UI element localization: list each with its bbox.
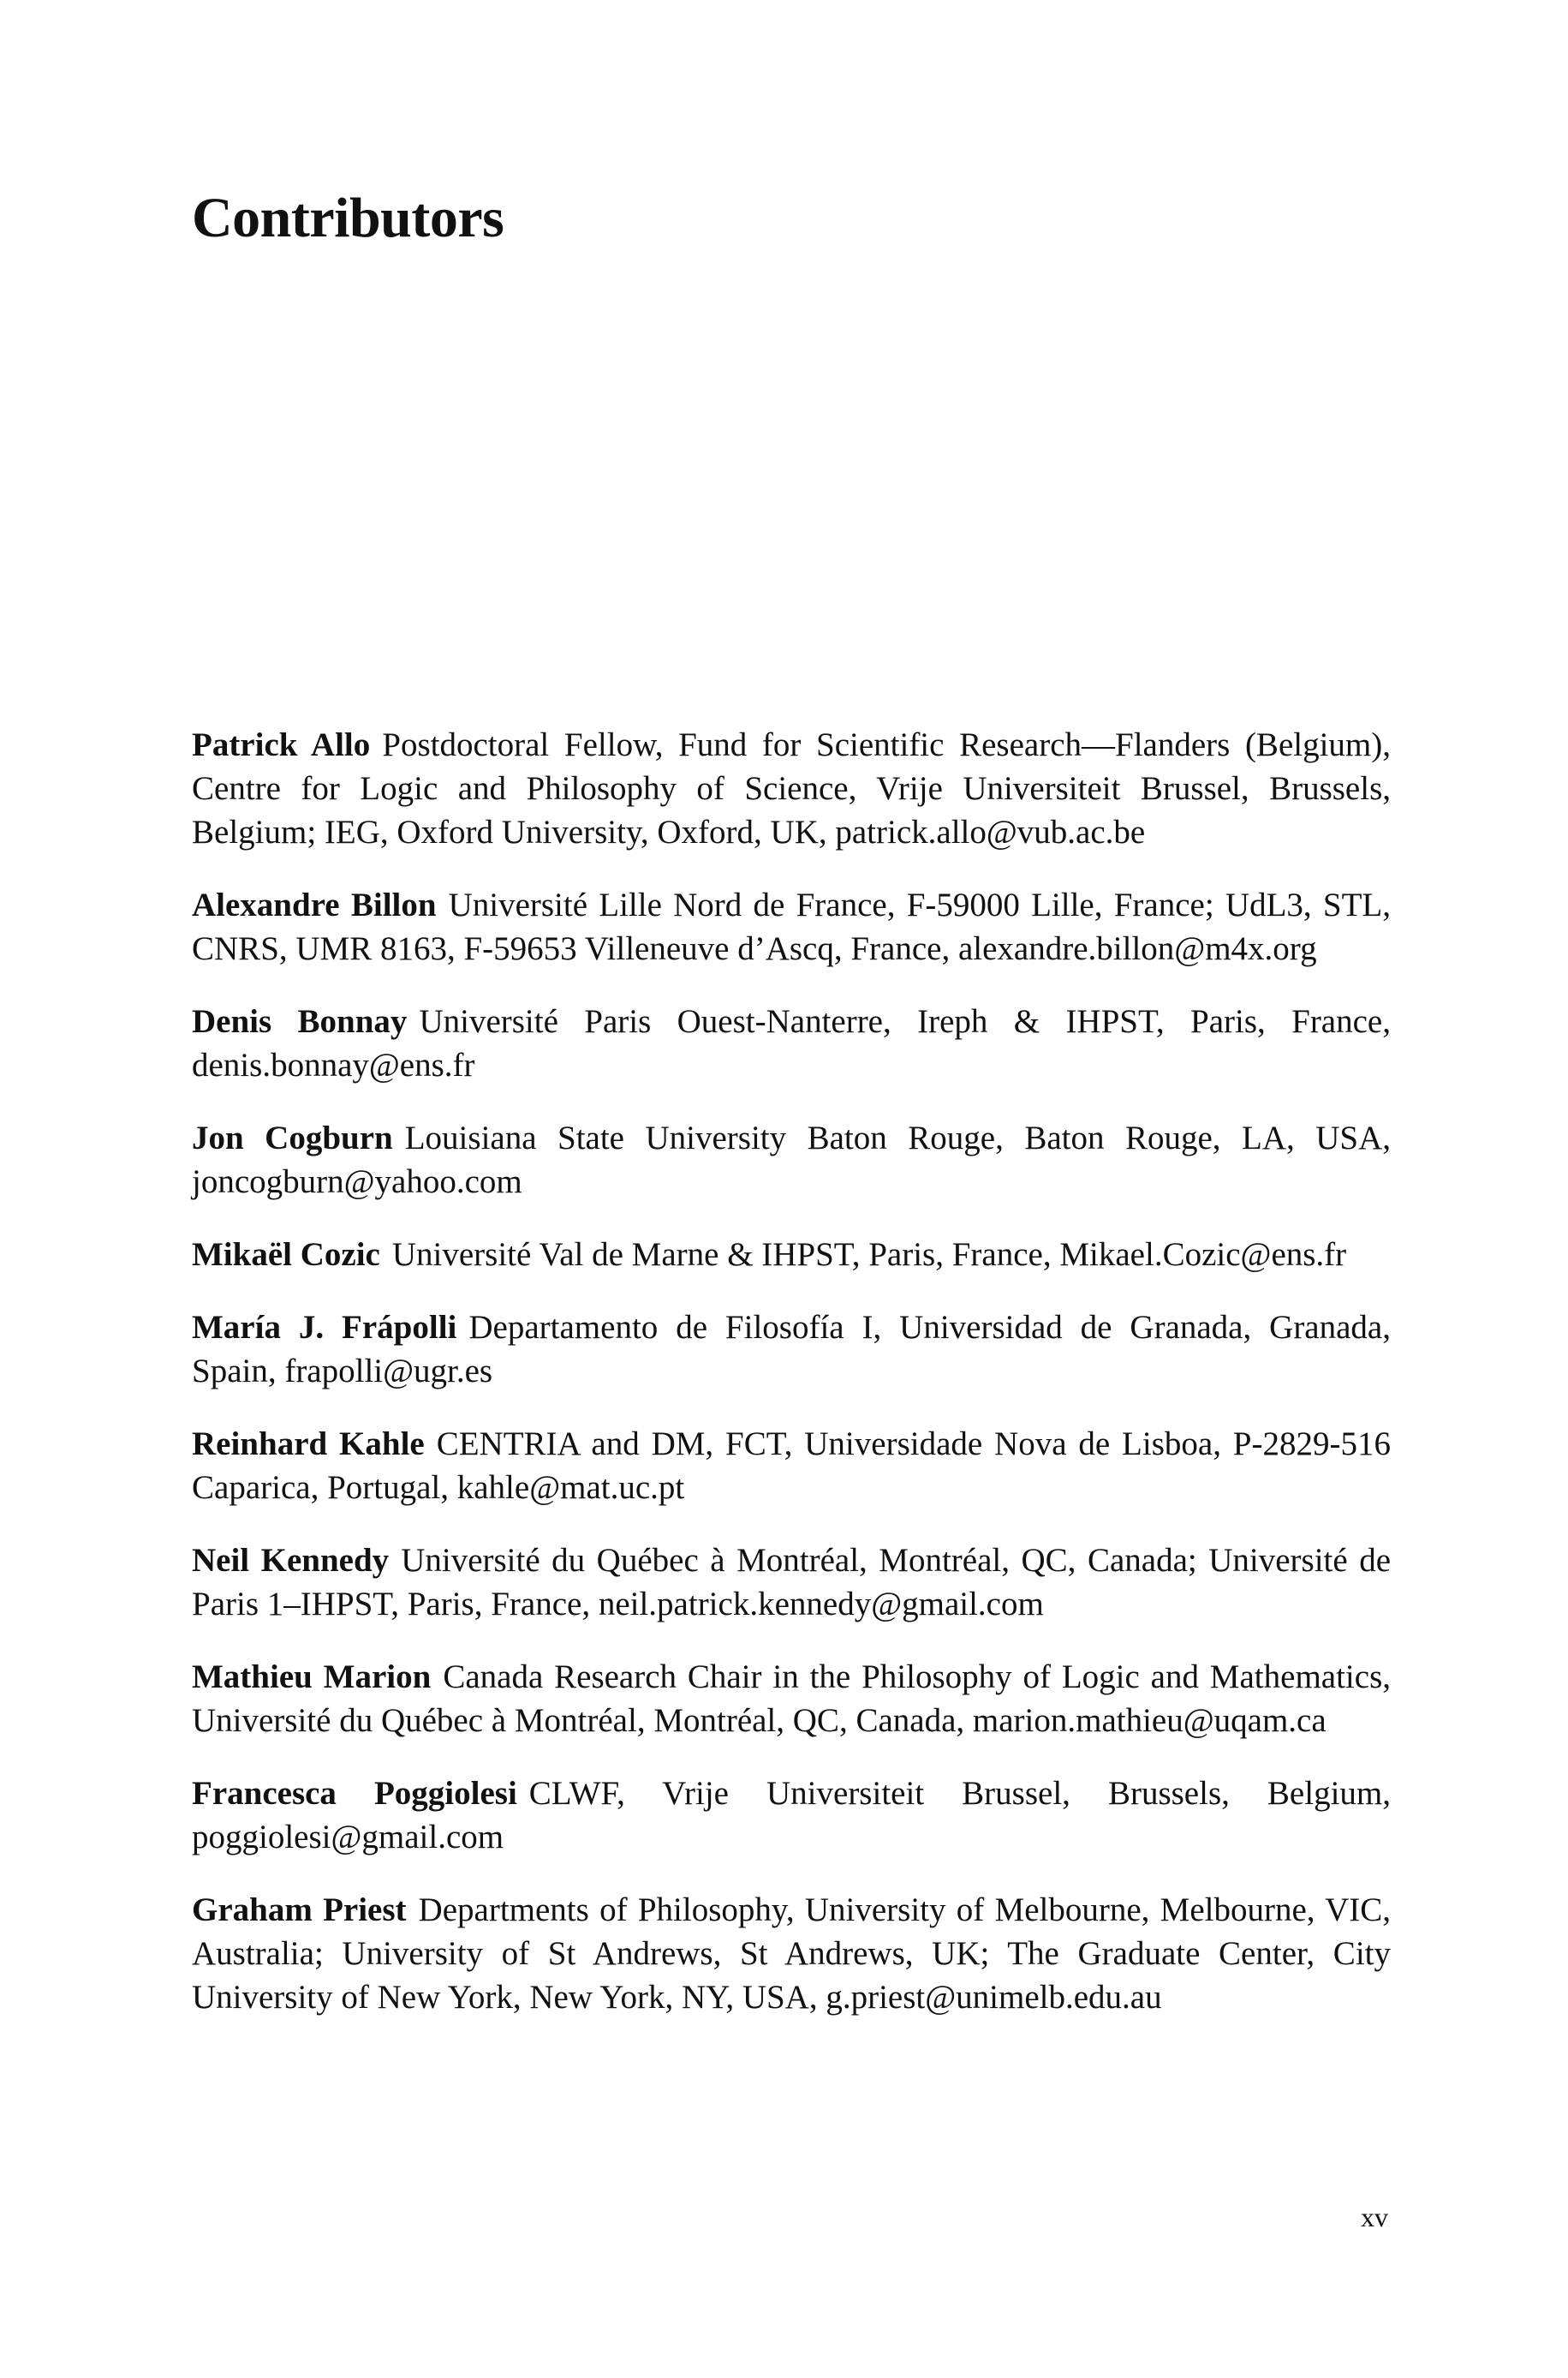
contributor-name: Francesca Poggiolesi xyxy=(192,1775,517,1812)
contributor-name: Neil Kennedy xyxy=(192,1542,390,1579)
contributor-affiliation: Canada Research Chair in the Philosophy of Logic and Mathematics, Université du Québec à Montréal, Montréal, QC, Canada, marion.mathieu@uqam.ca xyxy=(192,1658,1391,1739)
contributor-entry xyxy=(192,1306,1391,1393)
page-number: xv xyxy=(1361,2202,1388,2232)
contributor-name: Jon Cogburn xyxy=(192,1120,393,1156)
contributor-name: Patrick Allo xyxy=(192,726,371,763)
contributor-name: Mathieu Marion xyxy=(192,1658,432,1695)
contributor-entry xyxy=(192,1116,1391,1204)
contributor-entry xyxy=(192,1888,1391,2019)
contributor-entry xyxy=(192,1539,1391,1626)
contributor-affiliation: Université du Québec à Montréal, Montréal, QC, Canada; Université de Paris 1–IHPST, Paris, France, neil.patrick.kennedy@gmail.com xyxy=(192,1542,1392,1622)
contributor-entry xyxy=(192,1233,1391,1276)
contributor-name: Reinhard Kahle xyxy=(192,1425,425,1462)
contributor-entry xyxy=(192,1655,1391,1742)
contributor-affiliation: Departments of Philosophy, University of Melbourne, Melbourne, VIC, Australia; University of St Andrews, St Andrews, UK; The Graduate Center, City University of New York, New York, NY, USA, g.priest@unimelb.edu.au xyxy=(192,1891,1392,2016)
contributor-affiliation: CLWF, Vrije Universiteit Brussel, Brussels, Belgium, poggiolesi@gmail.com xyxy=(192,1775,1391,1855)
contributor-affiliation: Departamento de Filosofía I, Universidad de Granada, Granada, Spain, frapolli@ugr.es xyxy=(192,1309,1391,1389)
contributor-list xyxy=(192,723,1391,2048)
contributor-entry xyxy=(192,1772,1391,1859)
contributor-affiliation: CENTRIA and DM, FCT, Universidade Nova de Lisboa, P-2829-516 Caparica, Portugal, kahle@mat.uc.pt xyxy=(192,1425,1391,1506)
contributor-name: Graham Priest xyxy=(192,1891,407,1928)
contributor-entry xyxy=(192,1000,1391,1087)
contributor-name: Denis Bonnay xyxy=(192,1003,408,1040)
contributor-name: Mikaël Cozic xyxy=(192,1236,380,1273)
contributor-affiliation: Louisiana State University Baton Rouge, Baton Rouge, LA, USA, joncogburn@yahoo.com xyxy=(192,1120,1392,1200)
contributor-affiliation: Université Val de Marne & IHPST, Paris, France, Mikael.Cozic@ens.fr xyxy=(391,1236,1347,1273)
contributor-entry xyxy=(192,883,1391,971)
contributor-entry xyxy=(192,723,1391,854)
contributor-name: María J. Frápolli xyxy=(192,1309,457,1346)
page-title: Contributors xyxy=(192,187,504,249)
contributor-affiliation: Université Lille Nord de France, F-59000 Lille, France; UdL3, STL, CNRS, UMR 8163, F-59653 Villeneuve d’Ascq, France, alexandre.billon@m4x.org xyxy=(192,887,1391,967)
contributor-name: Alexandre Billon xyxy=(192,887,437,923)
contributor-entry xyxy=(192,1422,1391,1509)
contributor-affiliation: Postdoctoral Fellow, Fund for Scientific Research—Flanders (Belgium), Centre for Logic and Philosophy of Science, Vrije Universiteit Brussel, Brussels, Belgium; IEG, Oxford University, Oxford, UK, patrick.allo@vub.ac.be xyxy=(192,726,1392,851)
contributor-affiliation: Université Paris Ouest-Nanterre, Ireph & IHPST, Paris, France, denis.bonnay@ens.fr xyxy=(192,1003,1391,1084)
